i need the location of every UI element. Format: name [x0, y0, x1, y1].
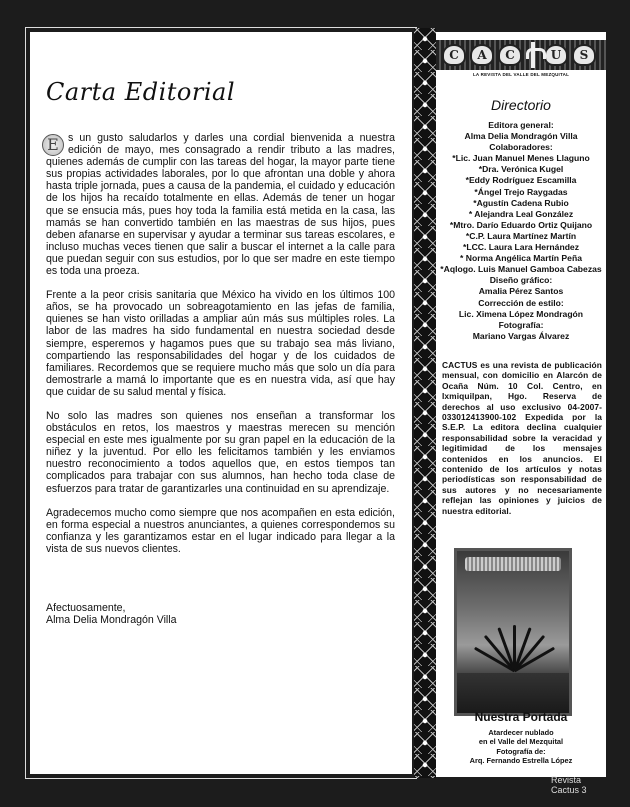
portada-line: Fotografía de:	[496, 746, 546, 756]
page-number: Revista Cactus 3	[551, 775, 587, 795]
cover-ground	[457, 673, 569, 713]
dropcap: E	[42, 134, 64, 156]
directory-line: Fotografía:	[498, 319, 544, 330]
directory-line: *Agustín Cadena Rubio	[473, 197, 569, 208]
portada-line: Arq. Fernando Estrella López	[469, 756, 573, 766]
directory-line: * Norma Angélica Martín Peña	[460, 253, 582, 264]
paragraph-1	[46, 132, 395, 277]
closing: Afectuosamente,	[46, 602, 126, 614]
paragraph-1-text: s un gusto saludarlos y darles una cordial bienvenida a nuestra edición de mayo, mes consagrado a rendir tributo a las madres, quienes además de cumplir con las tareas del hogar, la mayor parte tiene sus propias actividades laborales, por lo que afrontan una doble y ahora hasta triple jornada, pues a causa de la pandemia, el cuidado y educación de los hijos ha recaído totalmente en ellas. Además de tener un hogar que se ensucia más, pues hoy toda la familia está metida en la casa, las mamás se han convertido también en las maestras de sus hijos, pues deben afanarse en supervisar y ayudar a terminar sus tareas escolares, e incluso muchas veces tienen que salir a buscar el internet a la calle para que puedan seguir con sus estudios, por lo que ser madre en este tiempo es toda una proeza.	[46, 132, 395, 278]
cover-masthead	[465, 557, 561, 571]
agave-plant-icon	[487, 621, 541, 671]
directory-line: Diseño gráfico:	[489, 275, 553, 286]
directory-line: *Mtro. Darío Eduardo Ortiz Quijano	[449, 219, 593, 230]
directory-line: *Aqlogo. Luis Manuel Gamboa Cabezas	[440, 264, 602, 275]
editorial-title: Carta Editorial	[46, 78, 236, 106]
directory-heading: Directorio	[491, 97, 551, 113]
decorative-pattern-strip	[414, 28, 436, 778]
directory-line: *Ángel Trejo Raygadas	[474, 186, 568, 197]
signoff	[46, 602, 177, 626]
directory-list	[436, 120, 606, 342]
masthead-letter: S	[572, 44, 596, 66]
portada-line: Atardecer nublado	[488, 728, 554, 737]
masthead-letter: U	[544, 44, 568, 66]
masthead-letter: C	[442, 44, 466, 66]
masthead-letter: C	[498, 44, 522, 66]
cover-thumbnail	[454, 548, 572, 716]
paragraph-2: Frente a la peor crisis sanitaria que México ha vivido en los últimos 100 años, se ha provocado un sobreagotamiento en las jefas de familia, quienes se han visto orilladas a ampliar aún más sus múltiples roles. La labor de las madres ha sido fundamental en nuestra sociedad desde siempre, esperemos y hagamos pues que su trabajo sea más liviano, compartiendo las responsabilidades del hogar y de los cuidados de familiares. Recordemos que se requiere mucho más que solo un día para demostrarle a mamá lo importante que es en nuestra vida, así que hay que cuidar de su salud mental y física.	[46, 289, 395, 398]
editorial-body	[46, 132, 395, 567]
masthead-tagline: LA REVISTA DEL VALLE DEL MEZQUITAL	[472, 72, 570, 77]
directory-line: *LCC. Laura Lara Hernández	[462, 242, 580, 253]
directory-line: *C.P. Laura Martínez Martín	[465, 230, 577, 241]
masthead-letter: A	[470, 44, 494, 66]
portada-line: en el Valle del Mezquital	[478, 737, 564, 747]
directory-line: Corrección de estilo:	[478, 297, 564, 308]
paragraph-3: No solo las madres son quienes nos enseñan a transformar los obstáculos en retos, los maestros y maestras merecen su mención especial en este mes igualmente por su gran papel en la educación de la niñez y la juventud. Por ello les felicitamos también y les enviamos nuestro reconocimiento a todos aquellos que, en estos tiempos tan complicados para trabajar con sus alumnos, han hecho toda clase de esfuerzos para tratar de garantizarles una continuidad en su aprendizaje.	[46, 409, 395, 495]
directory-line: Editora general:	[488, 120, 554, 130]
signature: Alma Delia Mondragón Villa	[46, 614, 177, 627]
cactus-masthead-logo	[436, 40, 606, 80]
directory-line: Amalia Pérez Santos	[478, 286, 564, 297]
directory-line: * Alejandra Leal González	[468, 208, 574, 219]
publication-info: CACTUS es una revista de publicación mensual, con domicilio en Alarcón de Ocaña Núm. 10 Col. Centro, en Ixmiquilpan, Hgo. Reserva de derechos al uso exclusivo 04-2007-033012413900-102 Expedida por la S.E.P. La editora declina cualquier responsabilidad sobre la veracidad y legitimidad de los mensajes contenidos en los anuncios. El contenido de los artículos y notas periodísticas son responsabilidad de sus autores y no necesariamente reflejan las opiniones y juicios de nuestra editorial.	[442, 360, 602, 516]
directory-column	[436, 32, 606, 777]
directory-line: Alma Delia Mondragón Villa	[464, 131, 578, 142]
directory-line: *Eddy Rodríguez Escamilla	[465, 175, 577, 186]
portada-title: Nuestra Portada	[474, 710, 568, 724]
directory-line: Lic. Ximena López Mondragón	[458, 308, 584, 319]
portada-caption	[436, 728, 606, 766]
directory-line: *Lic. Juan Manuel Menes Llaguno	[452, 153, 590, 164]
cover-photo	[457, 551, 569, 713]
directory-line: *Dra. Verónica Kugel	[478, 164, 564, 175]
masthead-letters	[442, 44, 596, 68]
cactus-icon	[526, 42, 540, 68]
paragraph-4: Agradecemos mucho como siempre que nos acompañen en esta edición, en forma especial a nuestros anunciantes, a quienes correspondemos su confianza y les garantizamos estar en el lugar indicado para llegar a la vista de sus nuevos clientes.	[46, 506, 395, 555]
directory-line: Colaboradores:	[489, 142, 553, 153]
directory-line: Mariano Vargas Álvarez	[472, 330, 570, 341]
